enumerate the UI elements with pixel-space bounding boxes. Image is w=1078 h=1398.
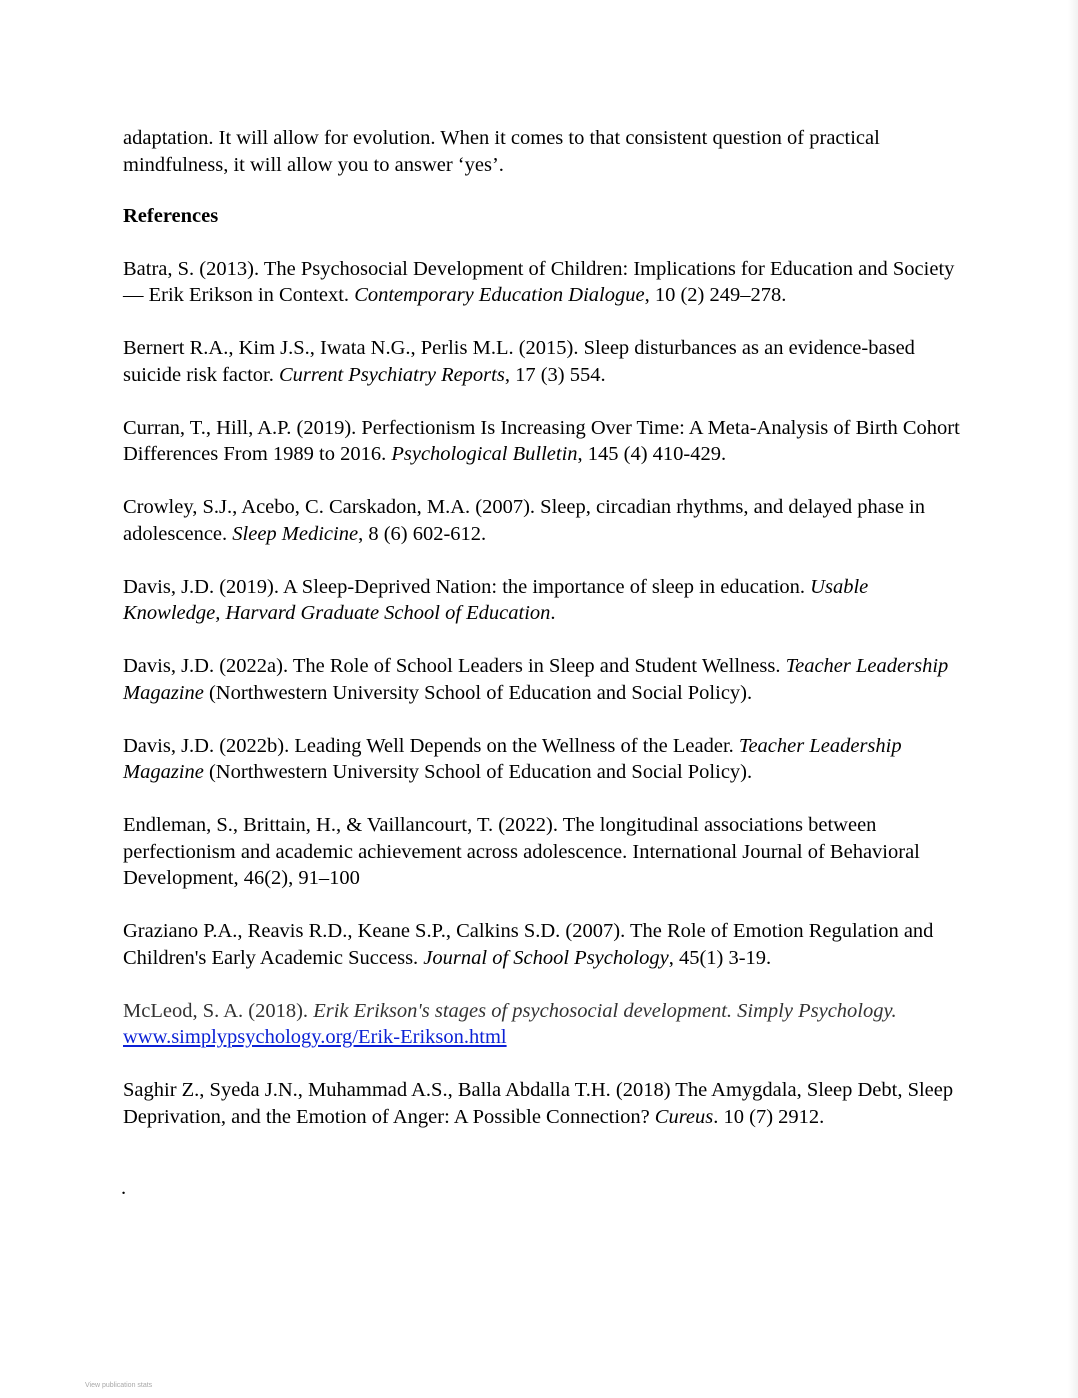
references-list — [123, 256, 968, 1131]
reference-graziano-2007: Graziano P.A., Reavis R.D., Keane S.P., Calkins S.D. (2007). The Role of Emotion Regulation and Children's Early Academic Success. Journal of School Psychology, 45(1) 3-19. — [123, 920, 934, 969]
reference-mcleod-2018: McLeod, S. A. (2018). Erik Erikson's stages of psychosocial development. Simply Psychology. www.simplypsychology.org/Erik-Erikson.html — [123, 999, 897, 1048]
view-publication-stats-link[interactable]: View publication stats — [85, 1382, 153, 1389]
reference-curran-2019: Curran, T., Hill, A.P. (2019). Perfectionism Is Increasing Over Time: A Meta-Analysis of Birth Cohort Differences From 1989 to 2016. Psychological Bulletin, 145 (4) 410-429. — [123, 416, 960, 465]
reference-batra-2013: Batra, S. (2013). The Psychosocial Development of Children: Implications for Education and Society — Erik Erikson in Context. Contemporary Education Dialogue, 10 (2) 249–278. — [123, 257, 955, 306]
trailing-period: . — [121, 1177, 127, 1199]
reference-davis-2022b: Davis, J.D. (2022b). Leading Well Depends on the Wellness of the Leader. Teacher Leadership Magazine (Northwestern University School of Education and Social Policy). — [123, 734, 902, 783]
simplypsychology-link[interactable]: www.simplypsychology.org/Erik-Erikson.html — [123, 1026, 507, 1048]
intro-paragraph: adaptation. It will allow for evolution. When it comes to that consistent question of practical mindfulness, it will allow you to answer ‘yes’. — [123, 127, 880, 176]
page-edge-shadow — [1068, 0, 1078, 1398]
reference-endleman-2022: Endleman, S., Brittain, H., & Vaillancourt, T. (2022). The longitudinal associations between perfectionism and academic achievement across adolescence. International Journal of Behavioral Development, 46(2), 91–100 — [123, 814, 920, 889]
reference-crowley-2007: Crowley, S.J., Acebo, C. Carskadon, M.A. (2007). Sleep, circadian rhythms, and delayed phase in adolescence. Sleep Medicine, 8 (6) 602-612. — [123, 496, 925, 545]
document-body — [123, 125, 968, 1157]
reference-davis-2022a: Davis, J.D. (2022a). The Role of School Leaders in Sleep and Student Wellness. Teacher Leadership Magazine (Northwestern University School of Education and Social Policy). — [123, 655, 949, 704]
reference-bernert-2015: Bernert R.A., Kim J.S., Iwata N.G., Perlis M.L. (2015). Sleep disturbances as an evidence-based suicide risk factor. Current Psychiatry Reports, 17 (3) 554. — [123, 337, 915, 386]
reference-davis-2019: Davis, J.D. (2019). A Sleep-Deprived Nation: the importance of sleep in education. Usable Knowledge, Harvard Graduate School of Education. — [123, 575, 869, 624]
reference-saghir-2018: Saghir Z., Syeda J.N., Muhammad A.S., Balla Abdalla T.H. (2018) The Amygdala, Sleep Debt, Sleep Deprivation, and the Emotion of Anger: A Possible Connection? Cureus. 10 (7) 2912. — [123, 1079, 954, 1128]
references-heading: References — [123, 205, 219, 227]
